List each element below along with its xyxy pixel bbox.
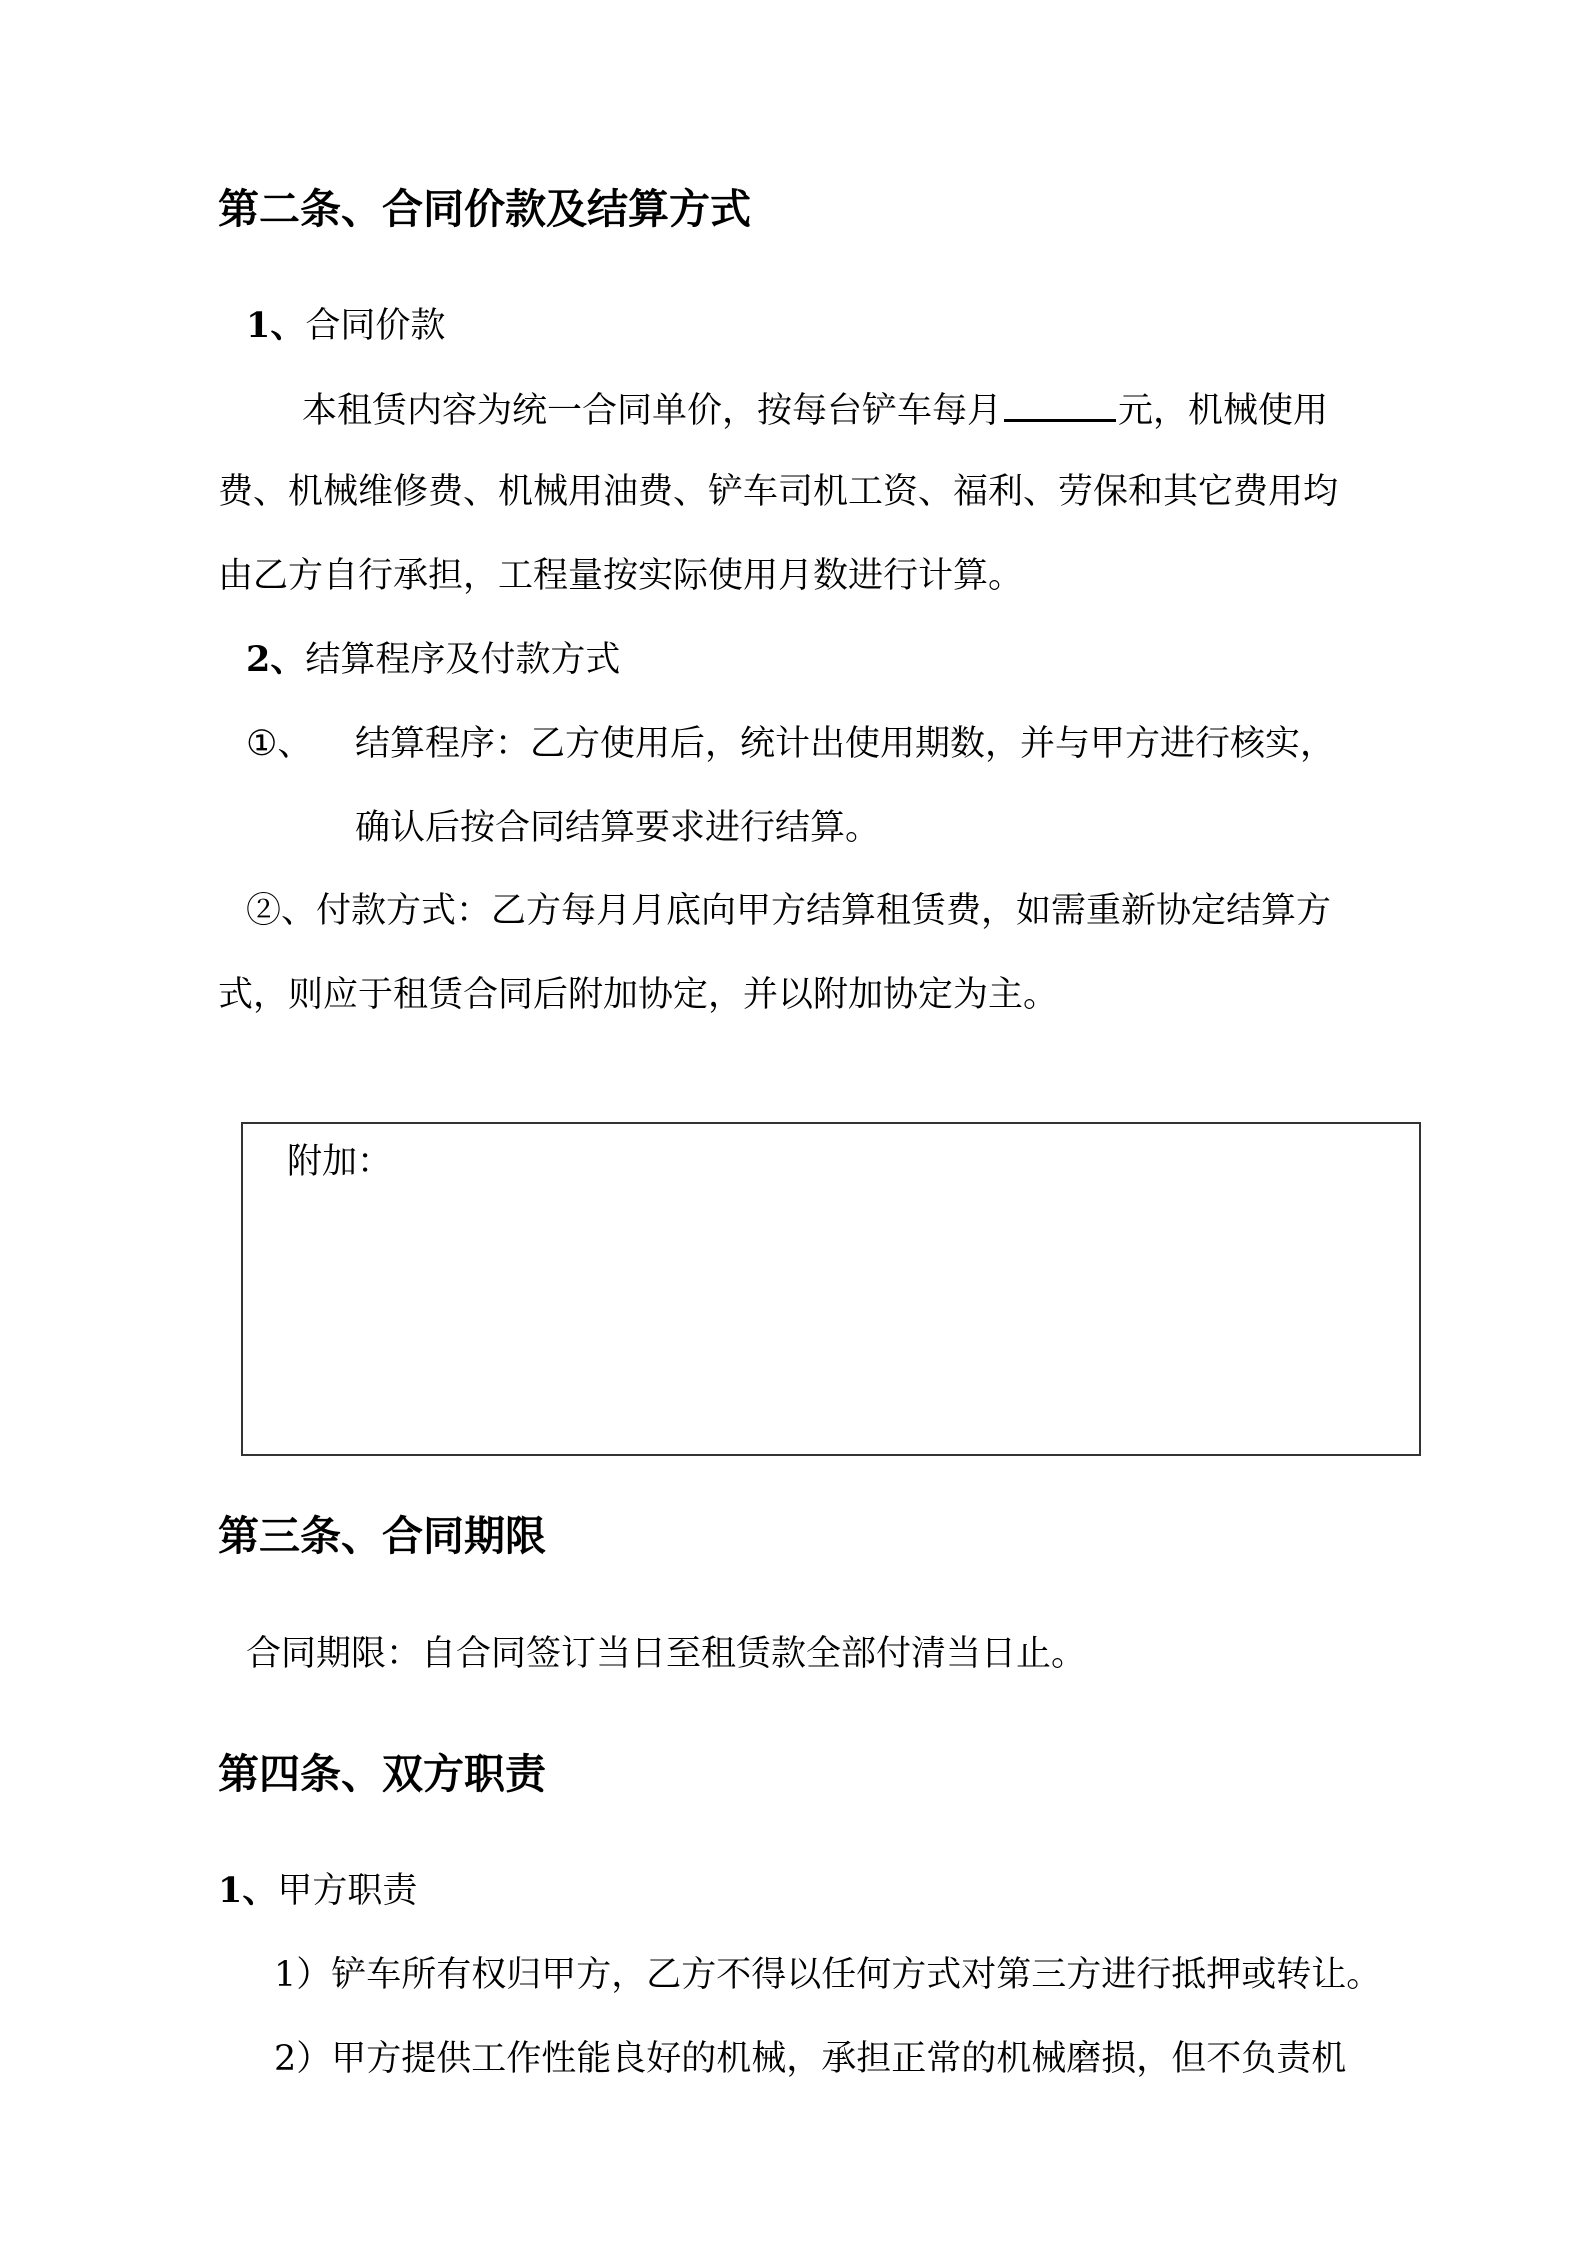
section-title: 结算程序及付款方式: [305, 640, 621, 680]
article-3-heading: 第三条、合同期限: [218, 1512, 546, 1560]
price-text-a: 本租赁内容为统一合同单价，按每台铲车每月: [302, 391, 1003, 431]
addendum-label: 附加：: [287, 1142, 393, 1182]
settlement-line-1: 结算程序：乙方使用后，统计出使用期数，并与甲方进行核实，: [355, 724, 1336, 764]
section-title: 合同价款: [305, 306, 446, 346]
addendum-box[interactable]: [241, 1122, 1421, 1456]
section-number: 1、: [246, 305, 306, 346]
section-title: 甲方职责: [277, 1871, 418, 1911]
payment-line-1: ②、付款方式：乙方每月月底向甲方结算租赁费，如需重新协定结算方: [246, 891, 1332, 931]
settlement-line-2: 确认后按合同结算要求进行结算。: [355, 808, 881, 848]
settlement-marker: ①、: [246, 724, 313, 764]
duty-item-2: 2）甲方提供工作性能良好的机械，承担正常的机械磨损，但不负责机: [274, 2039, 1347, 2079]
duty-item-1: 1）铲车所有权归甲方，乙方不得以任何方式对第三方进行抵押或转让。: [274, 1955, 1382, 1995]
paragraph-price-line-2: 费、机械维修费、机械用油费、铲车司机工资、福利、劳保和其它费用均: [218, 472, 1339, 512]
paragraph-price-line-1: [302, 387, 1328, 433]
contract-term-text: 合同期限：自合同签订当日至租赁款全部付清当日止。: [246, 1634, 1087, 1674]
section-number: 2、: [246, 639, 306, 680]
section-1-heading: [246, 304, 445, 348]
payment-line-2: 式，则应于租赁合同后附加协定，并以附加协定为主。: [218, 975, 1059, 1015]
paragraph-price-line-3: 由乙方自行承担，工程量按实际使用月数进行计算。: [218, 556, 1024, 596]
section-number: 1、: [218, 1870, 278, 1911]
section-2-heading: [246, 638, 620, 682]
party-a-duties-heading: [218, 1869, 417, 1913]
article-4-heading: 第四条、双方职责: [218, 1750, 546, 1798]
price-text-b: 元，机械使用: [1118, 391, 1329, 431]
article-2-heading: 第二条、合同价款及结算方式: [218, 185, 751, 233]
price-blank-field[interactable]: [1004, 387, 1116, 422]
